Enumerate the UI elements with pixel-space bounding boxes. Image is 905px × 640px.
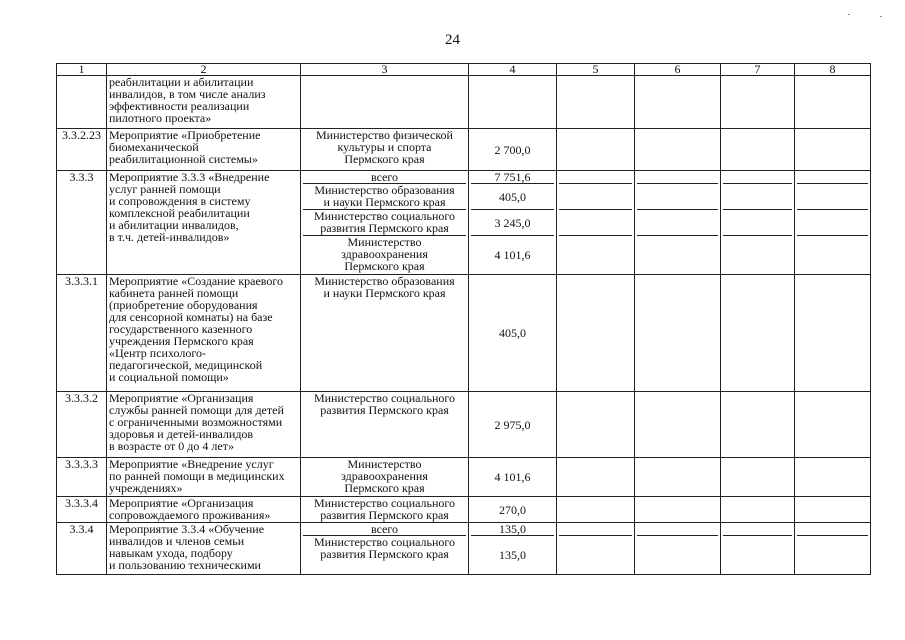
amount-value: 4 101,6 [471, 236, 554, 274]
empty-cell [635, 497, 721, 523]
empty-cell [795, 171, 871, 275]
amount-value: 3 245,0 [471, 210, 554, 236]
amount-cell: 270,0 [469, 497, 557, 523]
item-number: 3.3.4 [57, 523, 107, 575]
column-header: 4 [469, 64, 557, 76]
amount-value: 135,0 [471, 536, 554, 574]
empty-cell [557, 497, 635, 523]
amount-cell: 4 101,6 [469, 458, 557, 497]
empty-cell [721, 275, 795, 392]
empty-cell [557, 275, 635, 392]
empty-cell [721, 76, 795, 129]
item-number: 3.3.3.1 [57, 275, 107, 392]
empty-cell [635, 392, 721, 458]
executor-total: всего [370, 171, 399, 184]
empty-cell [635, 523, 721, 575]
empty-cell [721, 458, 795, 497]
program-table [56, 63, 871, 575]
empty-cell [795, 275, 871, 392]
executor-cell [301, 171, 469, 275]
empty-cell [635, 458, 721, 497]
page-number: 24 [445, 32, 460, 48]
amount-cell [469, 523, 557, 575]
empty-cell [795, 458, 871, 497]
amount-cell [469, 171, 557, 275]
empty-cell [795, 497, 871, 523]
table-row [57, 129, 871, 171]
empty-cell [795, 129, 871, 171]
item-title: Мероприятие 3.3.3 «Внедрение услуг ранней помощи и сопровождения в систему комплексной реабилитации и абилитации инвалидов, в т.ч. детей-инвалидов» [107, 171, 301, 275]
amount-cell: 2 975,0 [469, 392, 557, 458]
table-row [57, 458, 871, 497]
column-header: 1 [57, 64, 107, 76]
item-number: 3.3.3.4 [57, 497, 107, 523]
empty-cell [557, 171, 635, 275]
executor-total: всего [370, 523, 399, 536]
empty-cell [557, 458, 635, 497]
item-title: реабилитации и абилитации инвалидов, в том числе анализ эффективности реализации пилотного проекта» [107, 76, 301, 129]
empty-cell [635, 171, 721, 275]
amount-value: 405,0 [471, 184, 554, 210]
table-row [57, 171, 871, 275]
executor-cell: Министерство социального развития Пермского края [301, 497, 469, 523]
scan-speck [848, 14, 850, 15]
amount-cell [469, 76, 557, 129]
empty-cell [795, 392, 871, 458]
column-header: 6 [635, 64, 721, 76]
header-row [57, 64, 871, 76]
item-title: Мероприятие «Приобретение биомеханической реабилитационной системы» [107, 129, 301, 171]
empty-cell [721, 523, 795, 575]
table-row [57, 275, 871, 392]
empty-cell [795, 523, 871, 575]
executor-cell: Министерство физической культуры и спорта Пермского края [301, 129, 469, 171]
item-title: Мероприятие «Организация службы ранней помощи для детей с ограниченными возможностями здоровья и детей-инвалидов в возрасте от 0 до 4 лет» [107, 392, 301, 458]
item-number: 3.3.3.2 [57, 392, 107, 458]
item-number: 3.3.3 [57, 171, 107, 275]
empty-cell [557, 129, 635, 171]
table-row [57, 523, 871, 575]
empty-cell [721, 129, 795, 171]
executor-cell [301, 76, 469, 129]
table-row [57, 392, 871, 458]
executor-name: Министерство образования и науки Пермского края [303, 184, 466, 210]
empty-cell [557, 392, 635, 458]
column-header: 2 [107, 64, 301, 76]
empty-cell [557, 76, 635, 129]
item-title: Мероприятие «Создание краевого кабинета ранней помощи (приобретение оборудования для сенсорной комнаты) на базе государственного казенного учреждения Пермского края «Центр психолого- педагогической, медицинской и социальной помощи» [107, 275, 301, 392]
empty-cell [721, 171, 795, 275]
item-title: Мероприятие 3.3.4 «Обучение инвалидов и членов семьи навыкам ухода, подбору и пользованию техническими [107, 523, 301, 575]
amount-cell: 2 700,0 [469, 129, 557, 171]
item-title: Мероприятие «Внедрение услуг по ранней помощи в медицинских учреждениях» [107, 458, 301, 497]
column-header: 5 [557, 64, 635, 76]
empty-cell [635, 76, 721, 129]
amount-value: 7 751,6 [494, 171, 531, 184]
empty-cell [635, 275, 721, 392]
executor-cell: Министерство образования и науки Пермского края [301, 275, 469, 392]
empty-cell [635, 129, 721, 171]
empty-cell [721, 392, 795, 458]
executor-cell: Министерство здравоохранения Пермского края [301, 458, 469, 497]
column-header: 3 [301, 64, 469, 76]
table-row [57, 76, 871, 129]
empty-cell [795, 76, 871, 129]
item-number: 3.3.3.3 [57, 458, 107, 497]
item-title: Мероприятие «Организация сопровождаемого проживания» [107, 497, 301, 523]
executor-name: Министерство социального развития Пермского края [303, 210, 466, 236]
empty-cell [557, 523, 635, 575]
column-header: 8 [795, 64, 871, 76]
item-number: 3.3.2.23 [57, 129, 107, 171]
empty-cell [721, 497, 795, 523]
executor-name: Министерство здравоохранения Пермского края [303, 236, 466, 274]
column-header: 7 [721, 64, 795, 76]
amount-cell: 405,0 [469, 275, 557, 392]
executor-name: Министерство социального развития Пермского края [303, 536, 466, 574]
executor-cell [301, 523, 469, 575]
scan-speck [880, 16, 882, 17]
amount-value: 135,0 [499, 523, 526, 536]
executor-cell: Министерство социального развития Пермского края [301, 392, 469, 458]
item-number [57, 76, 107, 129]
table-row [57, 497, 871, 523]
